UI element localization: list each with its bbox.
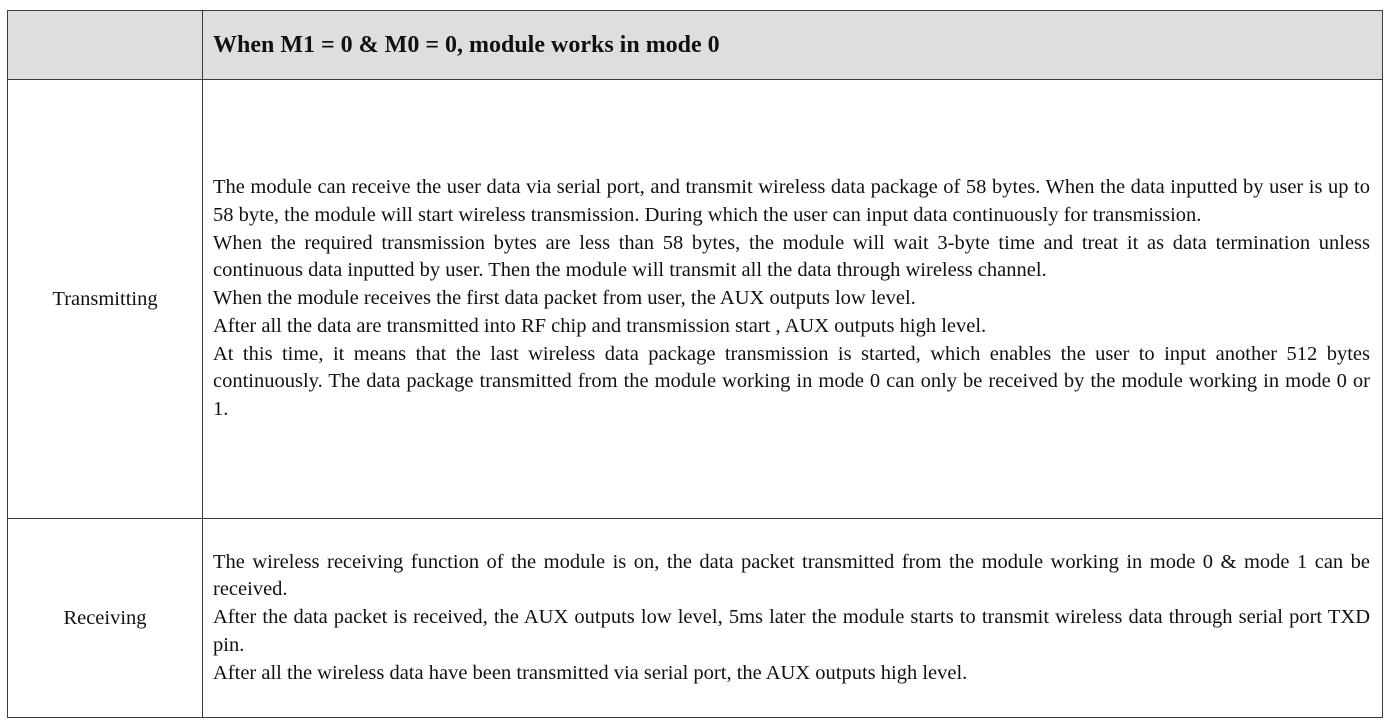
mode-0-table (7, 10, 1383, 718)
paragraph: The module can receive the user data via serial port, and transmit wireless data package of 58 bytes. When the data inputted by user is up to 58 byte, the module will start wireless transmission. During which the user can input data continuously for transmission. (213, 176, 1370, 227)
receiving-description (203, 519, 1383, 718)
table-row-receiving (8, 519, 1383, 718)
paragraph: When the required transmission bytes are less than 58 bytes, the module will wait 3-byte time and treat it as data termination unless continuous data inputted by user. Then the module will transmit all the data through wireless channel. (213, 231, 1370, 282)
paragraph: After all the wireless data have been transmitted via serial port, the AUX outputs high level. (213, 661, 968, 684)
paragraph: The wireless receiving function of the module is on, the data packet transmitted from the module working in mode 0 & mode 1 can be received. (213, 550, 1370, 601)
paragraph: After all the data are transmitted into RF chip and transmission start , AUX outputs high level. (213, 314, 987, 337)
table-header-row (8, 11, 1383, 80)
header-title: When M1 = 0 & M0 = 0, module works in mode 0 (203, 11, 1383, 80)
paragraph: After the data packet is received, the AUX outputs low level, 5ms later the module starts to transmit wireless data through serial port TXD pin. (213, 606, 1370, 656)
row-label-transmitting: Transmitting (8, 80, 203, 519)
transmitting-description (203, 80, 1383, 519)
paragraph: At this time, it means that the last wireless data package transmission is started, which enables the user to input another 512 bytes continuously. The data package transmitted from the module working in mode 0 can only be received by the module working in mode 0 or 1. (213, 342, 1370, 420)
row-label-receiving: Receiving (8, 519, 203, 718)
paragraph: When the module receives the first data packet from user, the AUX outputs low level. (213, 287, 916, 310)
table-row-transmitting (8, 80, 1383, 519)
header-empty-cell (8, 11, 203, 80)
